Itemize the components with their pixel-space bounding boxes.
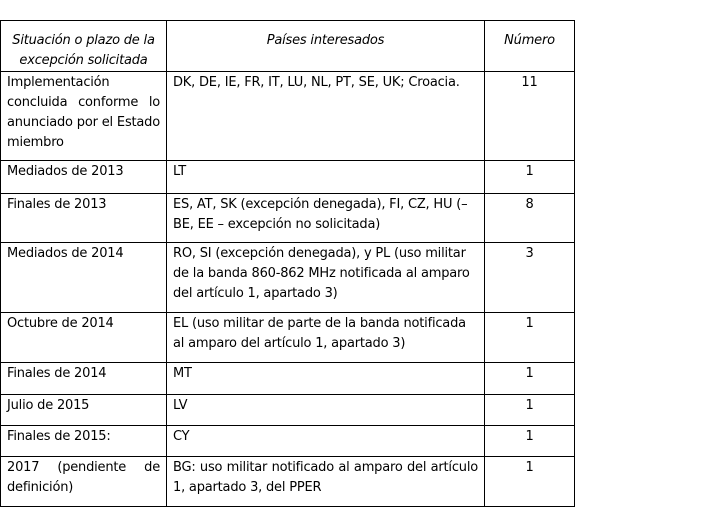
table-row bbox=[1, 426, 575, 457]
table-row bbox=[1, 395, 575, 426]
cell-countries: LV bbox=[167, 395, 485, 426]
table-row bbox=[1, 457, 575, 507]
table-row bbox=[1, 363, 575, 395]
header-countries: Países interesados bbox=[167, 21, 485, 72]
cell-number: 8 bbox=[485, 194, 575, 243]
table-row bbox=[1, 72, 575, 161]
cell-countries: ES, AT, SK (excepción denegada), FI, CZ, HU (– BE, EE – excepción no solicitada) bbox=[167, 194, 485, 243]
cell-number: 1 bbox=[485, 313, 575, 363]
cell-number: 1 bbox=[485, 161, 575, 194]
cell-situation: Julio de 2015 bbox=[1, 395, 167, 426]
cell-countries: MT bbox=[167, 363, 485, 395]
cell-countries: LT bbox=[167, 161, 485, 194]
cell-number: 1 bbox=[485, 426, 575, 457]
exception-status-table bbox=[0, 20, 575, 507]
cell-situation: Finales de 2014 bbox=[1, 363, 167, 395]
cell-number: 1 bbox=[485, 395, 575, 426]
table-row bbox=[1, 194, 575, 243]
cell-countries: DK, DE, IE, FR, IT, LU, NL, PT, SE, UK; Croacia. bbox=[167, 72, 485, 161]
cell-number: 1 bbox=[485, 457, 575, 507]
cell-number: 3 bbox=[485, 243, 575, 313]
cell-countries: EL (uso militar de parte de la banda notificada al amparo del artículo 1, apartado 3) bbox=[167, 313, 485, 363]
table-row bbox=[1, 313, 575, 363]
cell-countries: RO, SI (excepción denegada), y PL (uso militar de la banda 860-862 MHz notificada al amparo del artículo 1, apartado 3) bbox=[167, 243, 485, 313]
header-number: Número bbox=[485, 21, 575, 72]
cell-situation: Octubre de 2014 bbox=[1, 313, 167, 363]
table-row bbox=[1, 243, 575, 313]
cell-situation: Implementación concluida conforme lo anunciado por el Estado miembro bbox=[1, 72, 167, 161]
cell-situation: 2017 (pendiente de definición) bbox=[1, 457, 167, 507]
cell-number: 1 bbox=[485, 363, 575, 395]
cell-situation: Mediados de 2014 bbox=[1, 243, 167, 313]
table-row bbox=[1, 161, 575, 194]
cell-situation: Finales de 2013 bbox=[1, 194, 167, 243]
cell-number: 11 bbox=[485, 72, 575, 161]
table-header-row bbox=[1, 21, 575, 72]
cell-countries: CY bbox=[167, 426, 485, 457]
cell-situation: Finales de 2015: bbox=[1, 426, 167, 457]
cell-situation: Mediados de 2013 bbox=[1, 161, 167, 194]
header-situation: Situación o plazo de la excepción solicitada bbox=[1, 21, 167, 72]
cell-countries: BG: uso militar notificado al amparo del artículo 1, apartado 3, del PPER bbox=[167, 457, 485, 507]
